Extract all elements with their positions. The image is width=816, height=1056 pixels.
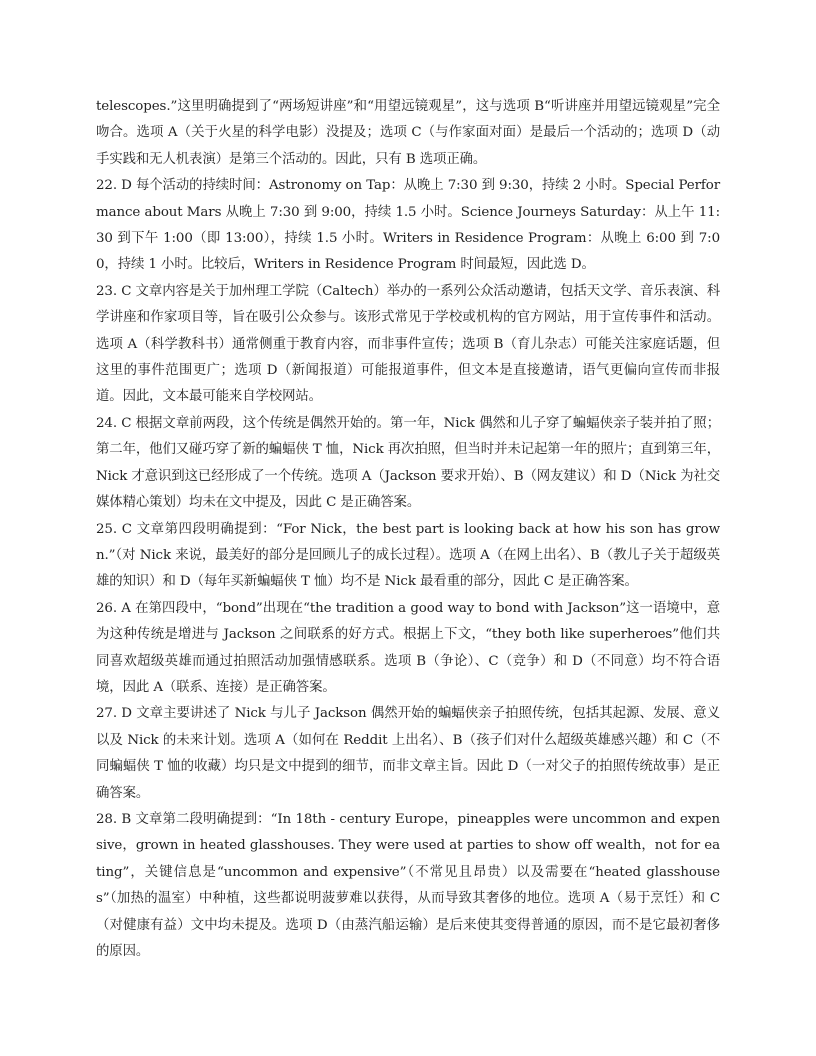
answer-explanation-21-continued: telescopes.”这里明确提到了“两场短讲座”和“用望远镜观星”，这与选项 B“听讲座并用望远镜观星”完全吻合。选项 A（关于火星的科学电影）没提及；选项 C（与作家面对面）是最后一个活动的；选项 D（动手实践和无人机表演）是第三个活动的。因此，只有 B 选项正确。 <box>96 99 720 167</box>
answer-explanation-23: 23. C 文章内容是关于加州理工学院（Caltech）举办的一系列公众活动邀请，包括天文学、音乐表演、科学讲座和作家项目等，旨在吸引公众参与。该形式常见于学校或机构的官方网站，用于宣传事件和活动。选项 A（科学教科书）通常侧重于教育内容，而非事件宣传；选项 B（育儿杂志）可能关注家庭话题，但这里的事件范围更广；选项 D（新闻报道）可能报道事件，但文本是直接邀请，语气更偏向宣传而非报道。因此，文本最可能来自学校网站。 <box>96 283 720 405</box>
document-page <box>96 94 720 965</box>
answer-explanation-26: 26. A 在第四段中，“bond”出现在“the tradition a good way to bond with Jackson”这一语境中，意为这种传统是增进与 Jackson 之间联系的好方式。根据上下文，“they both like superheroes”他们共同喜欢超级英雄而通过拍照活动加强情感联系。选项 B（争论）、C（竞争）和 D（不同意）均不符合语境，因此 A（联系、连接）是正确答案。 <box>96 600 720 695</box>
answer-explanation-22: 22. D 每个活动的持续时间：Astronomy on Tap：从晚上 7:30 到 9:30，持续 2 小时。Special Performance about Mars 从晚上 7:30 到 9:00，持续 1.5 小时。Science Journeys Saturday：从上午 11:30 到下午 1:00（即 13:00），持续 1.5 小时。Writers in Residence Program：从晚上 6:00 到 7:00，持续 1 小时。比较后，Writers in Residence Program 时间最短，因此选 D。 <box>96 178 720 273</box>
answer-explanation-24: 24. C 根据文章前两段，这个传统是偶然开始的。第一年，Nick 偶然和儿子穿了蝙蝠侠亲子装并拍了照；第二年，他们又碰巧穿了新的蝙蝠侠 T 恤，Nick 再次拍照，但当时并未记起第一年的照片；直到第三年，Nick 才意识到这已经形成了一个传统。选项 A（Jackson 要求开始）、B（网友建议）和 D（Nick 为社交媒体精心策划）均未在文中提及，因此 C 是正确答案。 <box>96 415 721 511</box>
answer-explanation-27: 27. D 文章主要讲述了 Nick 与儿子 Jackson 偶然开始的蝙蝠侠亲子拍照传统，包括其起源、发展、意义以及 Nick 的未来计划。选项 A（如何在 Reddit 上出名）、B（孩子们对什么超级英雄感兴趣）和 C（不同蝙蝠侠 T 恤的收藏）均只是文中提到的细节，而非文章主旨。因此 D（一对父子的拍照传统故事）是正确答案。 <box>96 706 720 801</box>
answer-explanation-25: 25. C 文章第四段明确提到：“For Nick，the best part is looking back at how his son has grown.”（对 Nick 来说，最美好的部分是回顾儿子的成长过程）。选项 A（在网上出名）、B（教儿子关于超级英雄的知识）和 D（每年买新蝙蝠侠 T 恤）均不是 Nick 最看重的部分，因此 C 是正确答案。 <box>96 521 720 590</box>
answer-explanation-28: 28. B 文章第二段明确提到：“In 18th - century Europe，pineapples were uncommon and expensive，grown in heated glasshouses. They were used at parties to show off wealth，not for eating”，关键信息是“uncommon and expensive”（不常见且昂贵）以及需要在“heated glasshouses”（加热的温室）中种植，这些都说明菠萝难以获得，从而导致其奢侈的地位。选项 A（易于烹饪）和 C（对健康有益）文中均未提及。选项 D（由蒸汽船运输）是后来使其变得普通的原因，而不是它最初奢侈的原因。 <box>96 811 720 959</box>
